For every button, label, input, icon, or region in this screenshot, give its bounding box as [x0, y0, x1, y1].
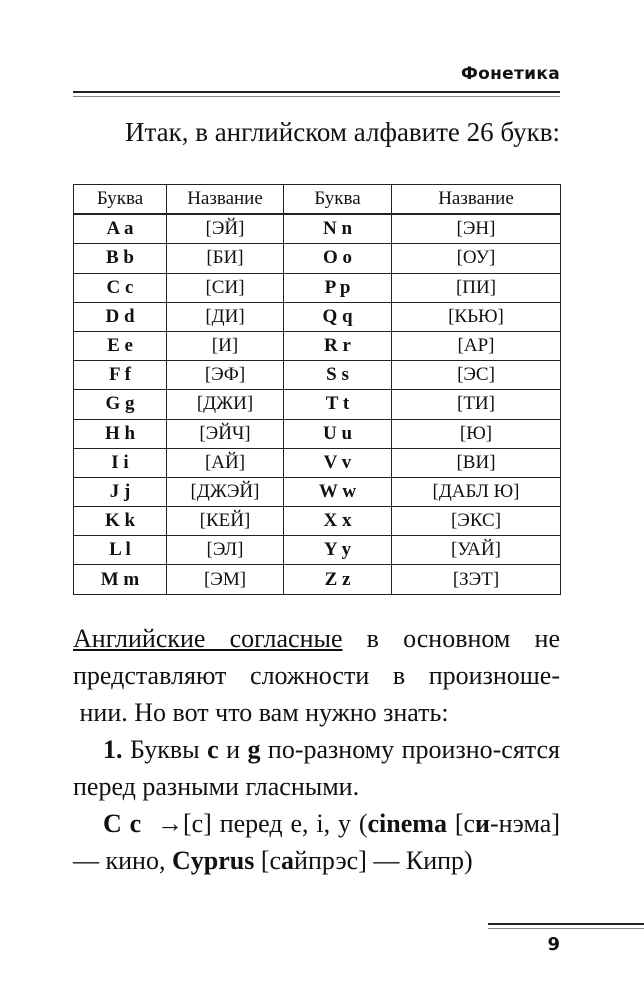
rule-number: 1.: [103, 735, 123, 764]
table-row: [74, 361, 561, 390]
column-header-name: Название: [392, 185, 561, 215]
running-head-title: Фонетика: [461, 64, 560, 84]
table-row: [74, 214, 561, 244]
name-cell: [ЭН]: [392, 214, 561, 244]
header-rule-thin: [73, 96, 560, 97]
name-cell: [ЭКС]: [392, 507, 561, 536]
table-row: [74, 244, 561, 273]
footer-rule: [488, 923, 644, 925]
letter-cell: L l: [74, 536, 167, 565]
paragraph-consonants: [73, 620, 560, 731]
page-number: 9: [547, 934, 560, 955]
letter-cell: J j: [74, 477, 167, 506]
table-row: [74, 565, 561, 594]
name-cell: [КЕЙ]: [167, 507, 284, 536]
table-row: [74, 507, 561, 536]
letter-cell: S s: [284, 361, 392, 390]
underlined-term: Английские согласные: [73, 624, 343, 653]
table-row: [74, 448, 561, 477]
name-cell: [ЭС]: [392, 361, 561, 390]
name-cell: [ЭЛ]: [167, 536, 284, 565]
name-cell: [АР]: [392, 331, 561, 360]
header-rule: [73, 91, 560, 93]
letter-cell: V v: [284, 448, 392, 477]
table-header-row: [74, 185, 561, 215]
name-cell: [И]: [167, 331, 284, 360]
letter-cell: R r: [284, 331, 392, 360]
name-cell: [ВИ]: [392, 448, 561, 477]
stressed-vowel: и: [475, 809, 490, 838]
letter-cell: X x: [284, 507, 392, 536]
letter-cell: W w: [284, 477, 392, 506]
letter-cell: O o: [284, 244, 392, 273]
name-cell: [Ю]: [392, 419, 561, 448]
paragraph-text: и: [218, 735, 248, 764]
name-cell: [ДАБЛ Ю]: [392, 477, 561, 506]
name-cell: [ЗЭТ]: [392, 565, 561, 594]
paragraph-text: йпрэс] — Кипр): [294, 846, 473, 875]
letter-cc: C c: [103, 809, 142, 838]
paragraph-text: Буквы: [122, 735, 208, 764]
paragraph-text: по-разному произно-сятся перед разными гласными.: [73, 735, 560, 801]
table-row: [74, 302, 561, 331]
column-header-letter: Буква: [284, 185, 392, 215]
name-cell: [ТИ]: [392, 390, 561, 419]
table-row: [74, 331, 561, 360]
alphabet-table: [73, 184, 561, 595]
column-header-name: Название: [167, 185, 284, 215]
body-text: [73, 620, 560, 879]
paragraph-rule-1: [73, 731, 560, 805]
column-header-letter: Буква: [74, 185, 167, 215]
letter-cell: D d: [74, 302, 167, 331]
table-row: [74, 536, 561, 565]
name-cell: [АЙ]: [167, 448, 284, 477]
letter-cell: K k: [74, 507, 167, 536]
name-cell: [БИ]: [167, 244, 284, 273]
name-cell: [ЭМ]: [167, 565, 284, 594]
paragraph-text: [с: [254, 846, 282, 875]
stressed-vowel: а: [281, 846, 295, 875]
letter-cell: Z z: [284, 565, 392, 594]
letter-cell: P p: [284, 273, 392, 302]
paragraph-letter-c: [73, 805, 560, 879]
letter-cell: G g: [74, 390, 167, 419]
example-word-cinema: cinema: [367, 809, 447, 838]
name-cell: [СИ]: [167, 273, 284, 302]
letter-cell: U u: [284, 419, 392, 448]
letter-cell: Q q: [284, 302, 392, 331]
name-cell: [ДИ]: [167, 302, 284, 331]
name-cell: [ПИ]: [392, 273, 561, 302]
name-cell: [ЭЙЧ]: [167, 419, 284, 448]
letter-c: c: [207, 735, 219, 764]
footer-rule-thin: [488, 928, 644, 929]
letter-cell: E e: [74, 331, 167, 360]
letter-cell: B b: [74, 244, 167, 273]
table-row: [74, 273, 561, 302]
table-row: [74, 390, 561, 419]
letter-cell: M m: [74, 565, 167, 594]
letter-g: g: [247, 735, 261, 764]
name-cell: [ДЖИ]: [167, 390, 284, 419]
paragraph-text: [с: [446, 809, 476, 838]
letter-cell: H h: [74, 419, 167, 448]
letter-cell: T t: [284, 390, 392, 419]
name-cell: [УАЙ]: [392, 536, 561, 565]
paragraph-text: -нэма] — кино,: [73, 809, 560, 875]
table-row: [74, 419, 561, 448]
letter-cell: A a: [74, 214, 167, 244]
intro-sentence: Итак, в английском алфавите 26 букв:: [124, 117, 560, 147]
name-cell: [ЭФ]: [167, 361, 284, 390]
paragraph-text: в основном не представляют сложности в произноше- нии. Но вот что вам нужно знать:: [73, 624, 560, 727]
example-word-cyprus: Cyprus: [171, 846, 255, 875]
letter-cell: I i: [74, 448, 167, 477]
name-cell: [КЬЮ]: [392, 302, 561, 331]
alphabet-table-body: [74, 214, 561, 594]
table-row: [74, 477, 561, 506]
name-cell: [ЭЙ]: [167, 214, 284, 244]
name-cell: [ДЖЭЙ]: [167, 477, 284, 506]
letter-cell: Y y: [284, 536, 392, 565]
name-cell: [ОУ]: [392, 244, 561, 273]
letter-cell: C c: [74, 273, 167, 302]
letter-cell: N n: [284, 214, 392, 244]
paragraph-text: →[с] перед e, i, y (: [141, 809, 368, 838]
letter-cell: F f: [74, 361, 167, 390]
